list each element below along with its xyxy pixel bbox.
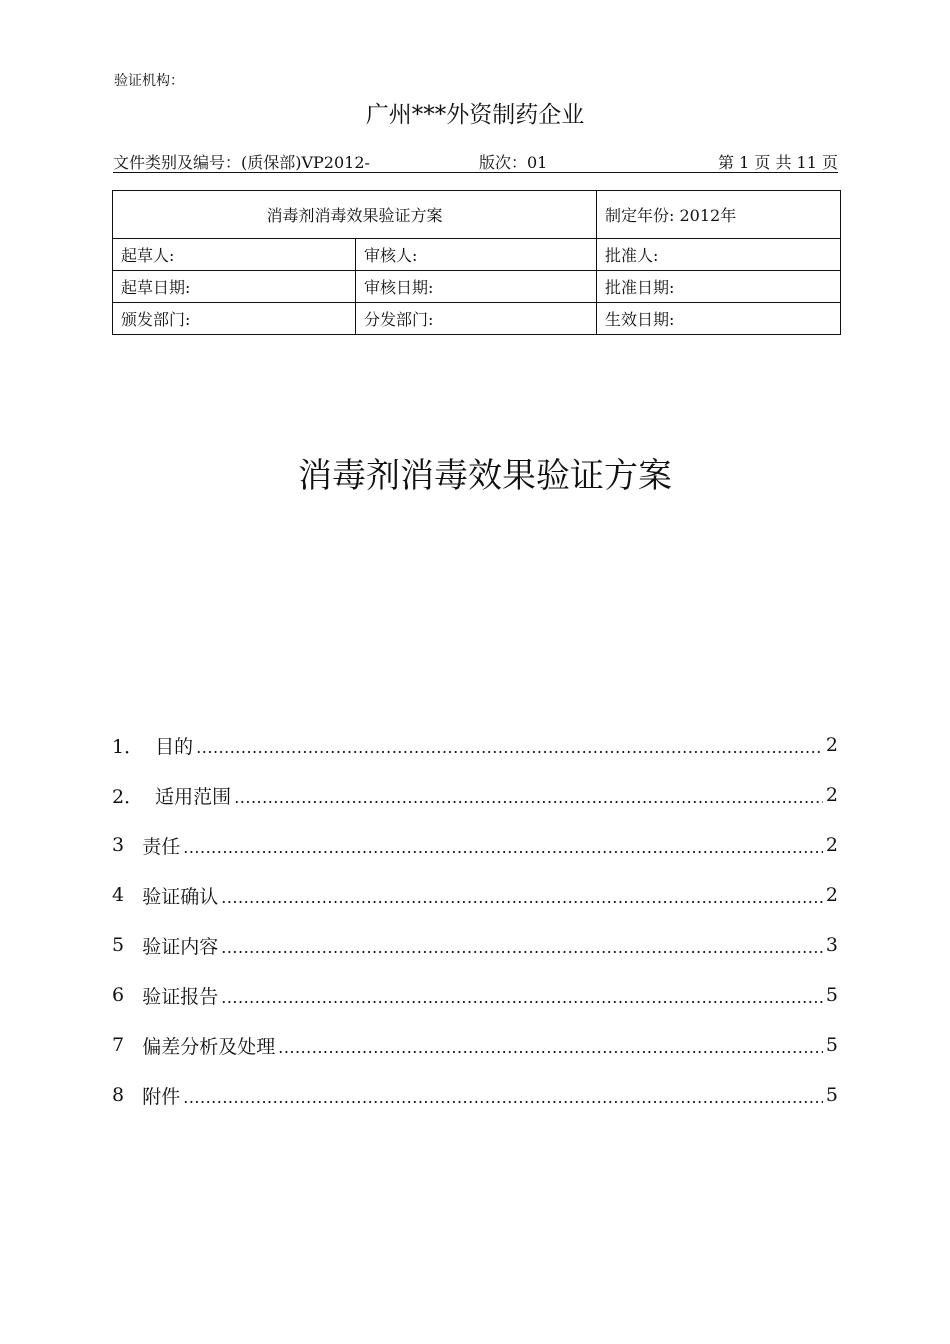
toc-leader xyxy=(221,938,823,957)
toc-number: 1． xyxy=(112,735,156,758)
toc-label: 偏差分析及处理 xyxy=(142,1035,276,1058)
toc-number: 4 xyxy=(112,884,143,906)
org-label: 验证机构： xyxy=(114,73,184,89)
toc-page: 2 xyxy=(825,834,838,856)
toc-item[interactable] xyxy=(112,870,838,920)
drafter-cell: 起草人: xyxy=(113,239,356,271)
effective-date-cell: 生效日期: xyxy=(597,303,841,335)
doc-name-cell: 消毒剂消毒效果验证方案 xyxy=(113,191,597,239)
toc-page: 5 xyxy=(825,1084,838,1106)
toc-leader xyxy=(221,988,823,1007)
toc-page: 5 xyxy=(825,984,838,1006)
toc-item[interactable] xyxy=(112,1020,838,1070)
toc-page: 2 xyxy=(825,884,838,906)
toc-label: 验证确认 xyxy=(142,885,219,908)
draft-date-cell: 起草日期: xyxy=(113,271,356,303)
version: 版次：01 xyxy=(479,153,548,172)
document-info-table xyxy=(112,190,841,335)
toc-label: 责任 xyxy=(142,835,181,858)
toc-leader xyxy=(183,1088,823,1107)
issue-dept-cell: 颁发部门: xyxy=(113,303,356,335)
file-code: 文件类别及编号：(质保部)VP2012- xyxy=(113,153,370,172)
toc-label: 附件 xyxy=(142,1085,181,1108)
toc-item[interactable] xyxy=(112,820,838,870)
toc-page: 3 xyxy=(825,934,838,956)
toc-item[interactable] xyxy=(112,720,838,770)
dist-dept-cell: 分发部门: xyxy=(356,303,597,335)
approve-date-cell: 批准日期: xyxy=(597,271,841,303)
toc-number: 5 xyxy=(112,934,143,956)
file-info-line xyxy=(113,150,838,173)
toc-item[interactable] xyxy=(112,920,838,970)
company-name: 广州***外资制药企业 xyxy=(365,102,585,128)
toc-label: 验证报告 xyxy=(142,985,219,1008)
toc-label: 目的 xyxy=(155,735,194,758)
toc-page: 5 xyxy=(825,1034,838,1056)
toc-label: 验证内容 xyxy=(142,935,219,958)
toc-number: 7 xyxy=(112,1034,143,1056)
year-cell: 制定年份: 2012年 xyxy=(597,191,841,239)
approver-cell: 批准人: xyxy=(597,239,841,271)
reviewer-cell: 审核人: xyxy=(356,239,597,271)
toc-number: 3 xyxy=(112,834,143,856)
review-date-cell: 审核日期: xyxy=(356,271,597,303)
toc-leader xyxy=(221,888,823,907)
toc-leader xyxy=(278,1038,823,1057)
toc-page: 2 xyxy=(825,734,838,756)
page-info: 第 1 页 共 11 页 xyxy=(718,153,838,172)
table-of-contents xyxy=(112,720,838,1120)
toc-label: 适用范围 xyxy=(155,785,232,808)
toc-leader xyxy=(234,788,823,807)
toc-number: 2． xyxy=(112,785,156,808)
toc-leader xyxy=(196,738,823,757)
toc-number: 6 xyxy=(112,984,143,1006)
toc-number: 8 xyxy=(112,1084,143,1106)
toc-item[interactable] xyxy=(112,770,838,820)
toc-item[interactable] xyxy=(112,1070,838,1120)
toc-page: 2 xyxy=(825,784,838,806)
document-title: 消毒剂消毒效果验证方案 xyxy=(298,456,672,496)
toc-leader xyxy=(183,838,823,857)
toc-item[interactable] xyxy=(112,970,838,1020)
